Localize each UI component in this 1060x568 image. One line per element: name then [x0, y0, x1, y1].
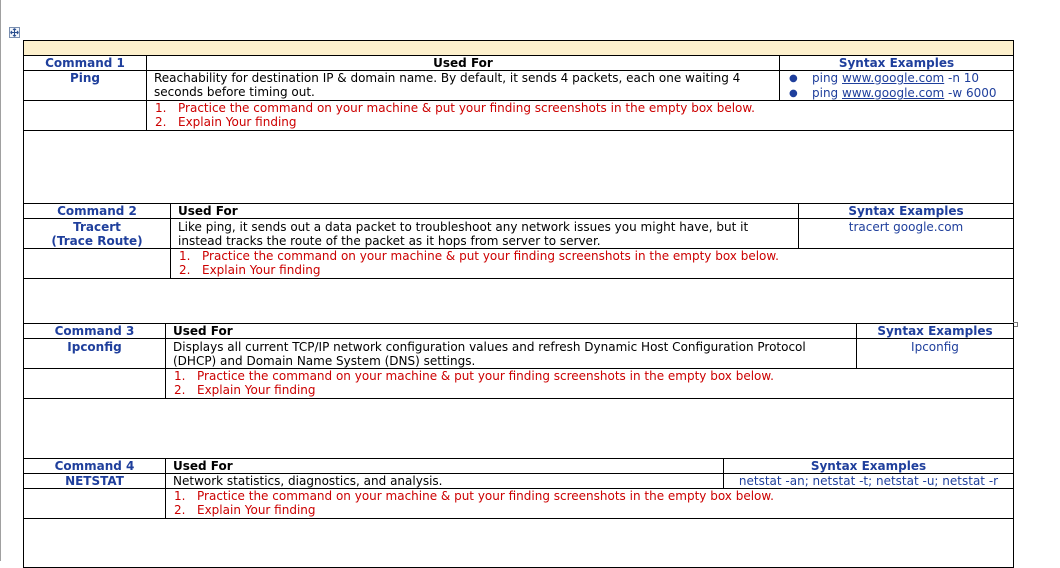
cmd2-name-full: (Trace Route) — [51, 234, 143, 248]
cmd4-usedfor-text: Network statistics, diagnostics, and analysis. — [173, 474, 443, 488]
cmd3-syntax-heading: Syntax Examples — [877, 324, 993, 338]
bullet-icon: ● — [789, 88, 798, 99]
cmd1-answer-box[interactable] — [23, 130, 1014, 204]
cmd4-task-left-cell — [23, 488, 166, 519]
cmd4-name: NETSTAT — [65, 474, 124, 488]
cmd2-name: Tracert — [73, 220, 121, 234]
cmd2-task-1-number: 1. — [179, 249, 191, 263]
table-header-band — [23, 40, 1014, 56]
cmd1-usedfor-text: Reachability for destination IP & domain name. By default, it sends 4 packets, each one waiting 4 seconds before timing out. — [154, 71, 741, 99]
cmd2-usedfor-text: Like ping, it sends out a data packet to troubleshoot any network issues you might have, but it instead tracks the route of the packet as it hops from server to server. — [178, 220, 749, 248]
cmd1-name: Ping — [69, 71, 101, 85]
cmd1-usedfor-heading: Used For — [433, 56, 493, 70]
cmd3-usedfor-text: Displays all current TCP/IP network configuration values and refresh Dynamic Host Configuration Protocol (DHCP) and Domain Name System (DNS) settings. — [173, 340, 806, 368]
cmd2-syntax-heading: Syntax Examples — [848, 204, 964, 218]
cmd3-task-1-number: 1. — [174, 369, 186, 383]
cmd3-number-label: Command 3 — [54, 324, 135, 338]
syntax-suffix: -n 10 — [944, 71, 980, 85]
cmd2-usedfor-divider — [170, 218, 799, 219]
syntax-prefix: ping — [812, 86, 842, 100]
cmd3-task-2: Explain Your finding — [197, 383, 316, 397]
cmd4-task-2: Explain Your finding — [197, 503, 316, 517]
cmd1-syntax-heading: Syntax Examples — [838, 56, 955, 70]
cmd2-task-2: Explain Your finding — [202, 263, 321, 277]
cmd1-task-1-number: 1. — [155, 101, 167, 115]
cmd2-usedfor-heading: Used For — [178, 204, 238, 218]
syntax-suffix: -w 6000 — [944, 86, 997, 100]
cmd2-task-2-number: 2. — [179, 263, 191, 277]
cmd3-task-2-number: 2. — [174, 383, 186, 397]
cmd2-syntax-divider — [798, 218, 1014, 219]
cmd3-usedfor-divider — [165, 338, 857, 339]
table-move-handle[interactable] — [9, 27, 20, 38]
cmd4-task-1-number: 1. — [174, 489, 186, 503]
cmd4-usedfor-heading: Used For — [173, 459, 233, 473]
window-left-edge — [0, 0, 1, 561]
google-link[interactable]: www.google.com — [842, 71, 945, 85]
cmd1-task-2: Explain Your finding — [178, 115, 297, 129]
cmd4-number-label: Command 4 — [54, 459, 135, 473]
cmd2-label-divider — [23, 218, 171, 219]
cmd1-task-2-number: 2. — [155, 115, 167, 129]
cmd3-syntax-example: Ipconfig — [911, 340, 959, 354]
cmd2-task-1: Practice the command on your machine & put your finding screenshots in the empty box below. — [202, 249, 779, 263]
cmd2-task-left-cell — [23, 248, 171, 279]
cmd3-task-left-cell — [23, 368, 166, 399]
cmd3-label-divider — [23, 338, 166, 339]
cmd1-syntax-example-2 — [812, 86, 997, 100]
syntax-prefix: ping — [812, 71, 842, 85]
google-link[interactable]: www.google.com — [842, 86, 945, 100]
cmd2-syntax-example: tracert google.com — [848, 220, 964, 234]
cmd2-number-label: Command 2 — [57, 204, 137, 218]
cmd1-task-1: Practice the command on your machine & put your finding screenshots in the empty box below. — [178, 101, 755, 115]
cmd1-number-label: Command 1 — [45, 56, 125, 70]
cmd1-syntax-example-1 — [812, 71, 979, 85]
cmd3-name: Ipconfig — [67, 340, 122, 354]
cmd3-usedfor-heading: Used For — [173, 324, 233, 338]
cmd4-syntax-heading: Syntax Examples — [810, 459, 927, 473]
cmd4-task-2-number: 2. — [174, 503, 186, 517]
cmd4-task-1: Practice the command on your machine & put your finding screenshots in the empty box below. — [197, 489, 774, 503]
cmd3-answer-box[interactable] — [23, 398, 1014, 459]
cmd1-task-left-cell — [23, 100, 147, 131]
cmd4-syntax-example: netstat -an; netstat -t; netstat -u; netstat -r — [738, 474, 999, 488]
cmd2-answer-box[interactable] — [23, 278, 1014, 324]
move-arrows-icon — [10, 28, 19, 37]
bullet-icon: ● — [789, 73, 798, 84]
cmd3-syntax-divider — [856, 338, 1014, 339]
cmd3-task-1: Practice the command on your machine & put your finding screenshots in the empty box below. — [197, 369, 774, 383]
